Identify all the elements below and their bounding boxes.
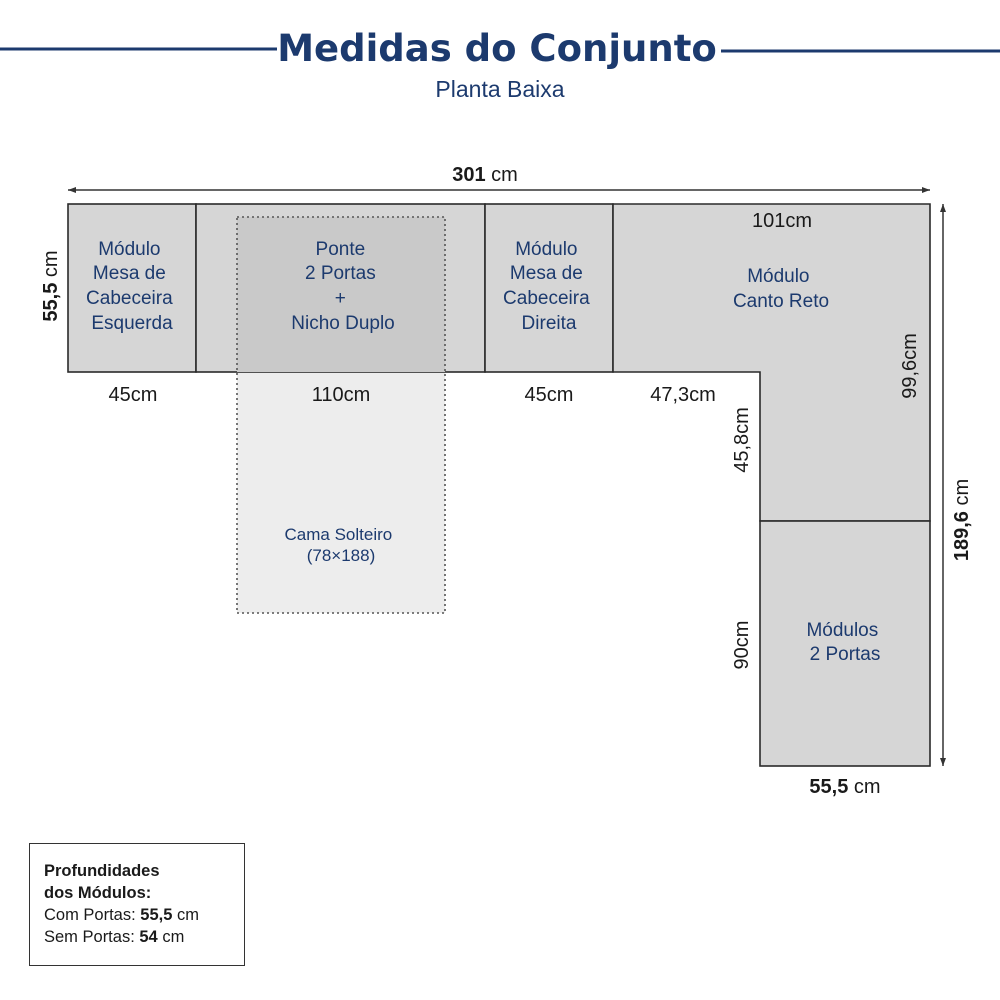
corner-label: Módulo Canto Reto [732, 266, 830, 312]
bottom-width-label: 55,5 cm [809, 776, 881, 798]
corner-top-width: 101cm [751, 210, 813, 232]
total-height-dimension [940, 204, 976, 766]
page-title: Medidas do Conjunto [277, 27, 717, 70]
legend-subtitle: dos Módulos: [44, 884, 152, 902]
bed-label: Cama Solteiro (78×188) [284, 525, 393, 565]
two-doors-label: Módulos 2 Portas [806, 620, 881, 665]
legend-without-doors: Sem Portas: 54 cm [44, 928, 185, 946]
left-nightstand-width: 45cm [108, 384, 158, 406]
module-corner [613, 204, 930, 521]
depth-legend [29, 843, 245, 966]
total-height-label: 189,6 cm [951, 478, 973, 562]
right-nightstand-width: 45cm [524, 384, 574, 406]
corner-inner-height: 45,8cm [731, 407, 753, 473]
bridge-label: Ponte 2 Portas + Nicho Duplo [291, 239, 395, 334]
right-nightstand-label: Módulo Mesa de Cabeceira Direita [503, 239, 590, 334]
total-width-label: 301 cm [452, 164, 518, 186]
left-depth-dimension [40, 250, 62, 321]
left-depth-label: 55,5 cm [40, 250, 62, 322]
total-width-dimension [68, 164, 930, 193]
corner-side-height: 99,6cm [899, 333, 921, 399]
bridge-width: 110cm [311, 384, 371, 406]
left-nightstand-label: Módulo Mesa de Cabeceira Esquerda [86, 239, 173, 334]
legend-with-doors: Com Portas: 55,5 cm [44, 906, 199, 924]
corner-inner-width: 47,3cm [650, 384, 716, 406]
two-doors-height: 90cm [731, 620, 753, 670]
legend-title: Profundidades [44, 862, 160, 880]
page-subtitle: Planta Baixa [435, 76, 565, 102]
